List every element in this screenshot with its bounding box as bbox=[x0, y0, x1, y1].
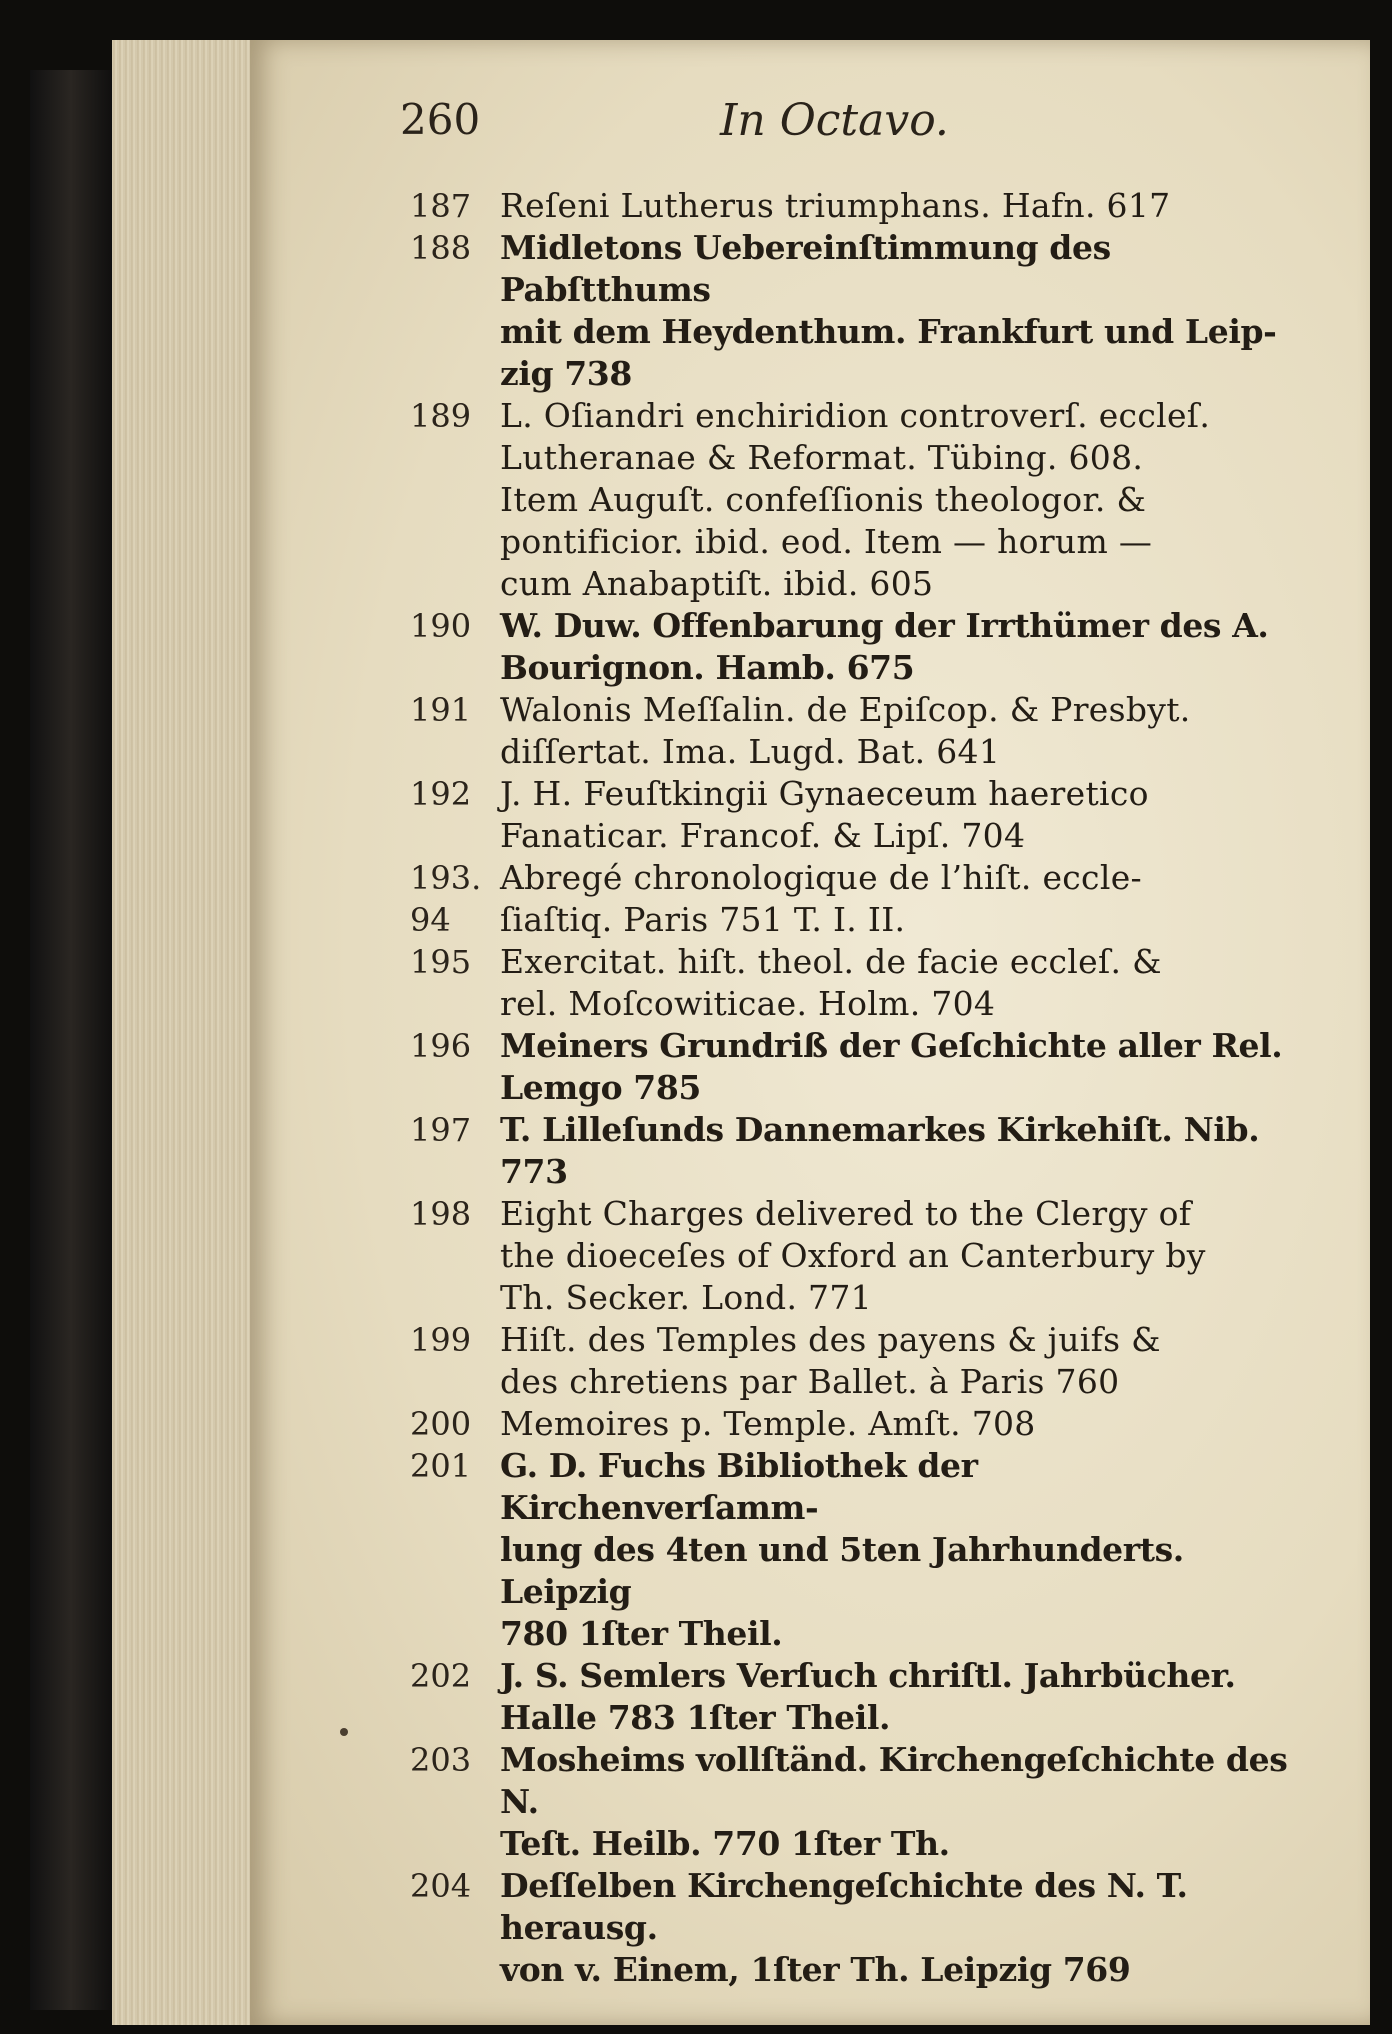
catalogue-entry bbox=[410, 1655, 1290, 1739]
entry-text: Exercitat. hiſt. theol. de facie eccleſ. & rel. Moſcowiticae. Holm. 704 bbox=[500, 942, 1162, 1023]
entry-number: 187 bbox=[410, 187, 472, 225]
entry-text: Midletons Uebereinſtimmung des Pabſtthums mit dem Heydenthum. Frankfurt und Leip- zig 738 bbox=[500, 228, 1277, 393]
entry-text: L. Oſiandri enchiridion controverſ. eccleſ. Lutheranae & Reformat. Tübing. 608. Item Auguſt. confeſſionis theologor. & pontificior. ibid. eod. Item — horum — cum Anabaptiſt. ibid. 605 bbox=[500, 396, 1211, 603]
entry-number: 198 bbox=[410, 1195, 472, 1233]
entry-text: J. H. Feuſtkingii Gynaeceum haeretico Fanaticar. Francof. & Lipſ. 704 bbox=[500, 774, 1149, 855]
catalogue-entry bbox=[410, 185, 1290, 227]
catalogue-entry bbox=[410, 1403, 1290, 1445]
entry-number: 192 bbox=[410, 775, 472, 813]
entry-number: 200 bbox=[410, 1405, 472, 1443]
entry-text: J. S. Semlers Verſuch chriſtl. Jahrbücher. Halle 783 1ſter Theil. bbox=[500, 1656, 1236, 1737]
ink-dot bbox=[340, 1728, 348, 1736]
catalogue-entry bbox=[410, 1445, 1290, 1655]
catalogue-entries bbox=[410, 185, 1290, 1991]
entry-number: 204 bbox=[410, 1867, 472, 1905]
entry-number: 203 bbox=[410, 1741, 472, 1779]
entry-number: 188 bbox=[410, 229, 472, 267]
entry-text: Mosheims vollſtänd. Kirchengeſchichte des N. Teſt. Heilb. 770 1ſter Th. bbox=[500, 1740, 1288, 1863]
catalogue-entry bbox=[410, 857, 1290, 941]
entry-number: 201 bbox=[410, 1447, 472, 1485]
entry-number: 202 bbox=[410, 1657, 472, 1695]
entry-number: 193. 94 bbox=[410, 859, 482, 939]
catalogue-entry bbox=[410, 227, 1290, 395]
entry-number: 199 bbox=[410, 1321, 472, 1359]
catalogue-entry bbox=[410, 605, 1290, 689]
catalogue-entry bbox=[410, 773, 1290, 857]
entry-text: W. Duw. Offenbarung der Irrthümer des A. Bourignon. Hamb. 675 bbox=[500, 606, 1269, 687]
catalogue-entry bbox=[410, 1193, 1290, 1319]
entry-text: Reſeni Lutherus triumphans. Hafn. 617 bbox=[500, 186, 1171, 225]
catalogue-entry bbox=[410, 941, 1290, 1025]
catalogue-entry bbox=[410, 395, 1290, 605]
entry-number: 189 bbox=[410, 397, 472, 435]
catalogue-entry bbox=[410, 1025, 1290, 1109]
entry-text: T. Lilleſunds Dannemarkes Kirkehiſt. Nib. 773 bbox=[500, 1110, 1260, 1191]
entry-text: Hiſt. des Temples des payens & juifs & des chretiens par Ballet. à Paris 760 bbox=[500, 1320, 1161, 1401]
page-number: 260 bbox=[400, 95, 481, 144]
entry-text: Memoires p. Temple. Amſt. 708 bbox=[500, 1404, 1036, 1443]
page-edges bbox=[112, 40, 262, 2025]
entry-text: Abregé chronologique de l’hiſt. eccle- ſiaſtiq. Paris 751 T. I. II. bbox=[500, 858, 1142, 939]
entry-number: 197 bbox=[410, 1111, 472, 1149]
entry-text: Walonis Meſſalin. de Epiſcop. & Presbyt. diſſertat. Ima. Lugd. Bat. 641 bbox=[500, 690, 1191, 771]
catalogue-entry bbox=[410, 1319, 1290, 1403]
entry-text: Eight Charges delivered to the Clergy of the dioeceſes of Oxford an Canterbury by Th. Secker. Lond. 771 bbox=[500, 1194, 1206, 1317]
entry-number: 191 bbox=[410, 691, 472, 729]
book-spine bbox=[30, 70, 120, 2010]
entry-number: 190 bbox=[410, 607, 472, 645]
entry-text: Deſſelben Kirchengeſchichte des N. T. herausg. von v. Einem, 1ſter Th. Leipzig 769 bbox=[500, 1866, 1188, 1989]
entry-number: 196 bbox=[410, 1027, 472, 1065]
entry-number: 195 bbox=[410, 943, 472, 981]
running-title: In Octavo. bbox=[720, 95, 949, 146]
catalogue-entry bbox=[410, 1865, 1290, 1991]
catalogue-entry bbox=[410, 1739, 1290, 1865]
entry-text: G. D. Fuchs Bibliothek der Kirchenverſamm- lung des 4ten und 5ten Jahrhunderts. Leipzig 780 1ſter Theil. bbox=[500, 1446, 1184, 1653]
entry-text: Meiners Grundriß der Geſchichte aller Rel. Lemgo 785 bbox=[500, 1026, 1283, 1107]
catalogue-entry bbox=[410, 689, 1290, 773]
page-header bbox=[400, 95, 1280, 155]
catalogue-entry bbox=[410, 1109, 1290, 1193]
